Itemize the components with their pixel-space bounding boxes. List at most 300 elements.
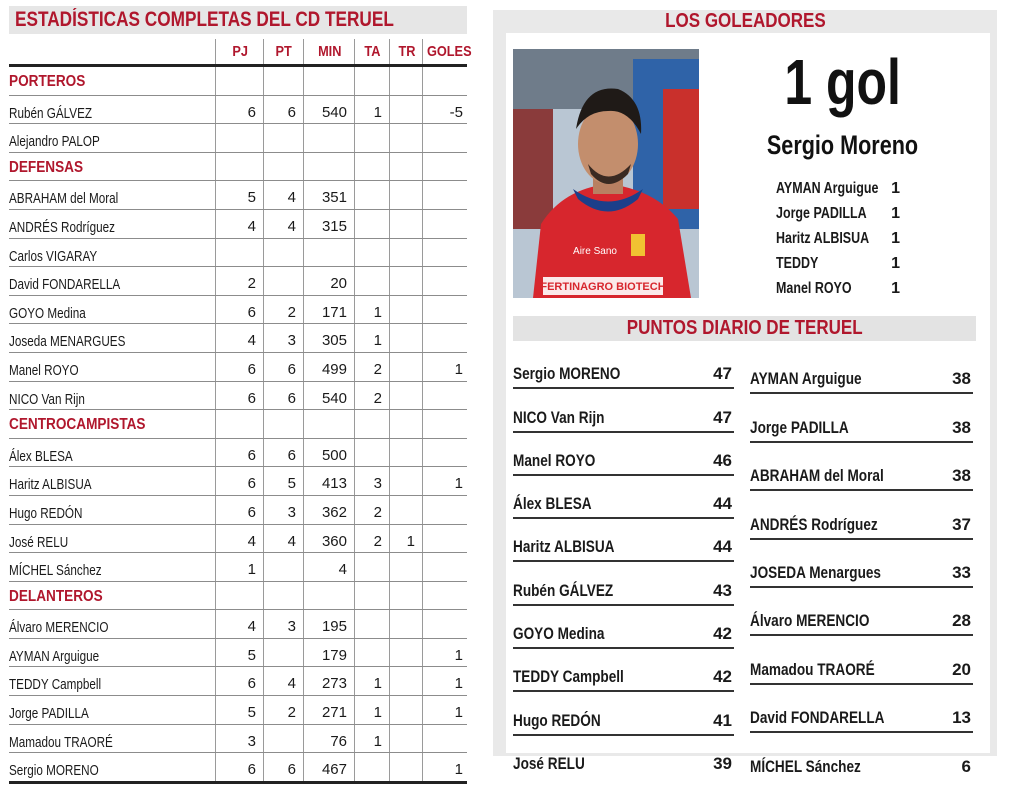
points-value: 37 xyxy=(952,514,971,534)
scorer-goals: 1 xyxy=(891,280,900,297)
cell-ta xyxy=(354,181,389,209)
photo-sponsor-text: FERTINAGRO BIOTECH xyxy=(540,281,666,293)
goleadores-title-text: LOS GOLEADORES xyxy=(664,10,826,32)
points-player-name-text: José RELU xyxy=(513,753,585,773)
stats-table xyxy=(9,6,472,784)
points-player-name-text: Sergio MORENO xyxy=(513,364,621,384)
cell-goles xyxy=(422,496,467,524)
table-row xyxy=(9,753,467,784)
player-name xyxy=(9,667,215,695)
player-name-text: Alejandro PALOP xyxy=(9,133,100,151)
cell-goles xyxy=(422,124,467,152)
points-value: 38 xyxy=(952,466,971,486)
cell-pj: 4 xyxy=(215,525,263,553)
cell-goles xyxy=(422,382,467,410)
cell-tr xyxy=(389,553,422,581)
points-player-name xyxy=(513,666,652,688)
cell-pj xyxy=(215,124,263,152)
points-row xyxy=(513,519,734,562)
scorer-item xyxy=(776,176,906,201)
scorer-name-text: Manel ROYO xyxy=(776,280,852,297)
cell-goles: 1 xyxy=(422,353,467,381)
cell-tr xyxy=(389,124,422,152)
points-value: 44 xyxy=(713,537,732,557)
player-name xyxy=(9,753,215,781)
cell-ta: 2 xyxy=(354,382,389,410)
scorer-name xyxy=(776,276,873,301)
points-player-name-text: Manel ROYO xyxy=(513,450,596,470)
points-player-name-text: Jorge PADILLA xyxy=(750,417,849,437)
stats-title-text: ESTADÍSTICAS COMPLETAS DEL CD TERUEL xyxy=(15,8,394,31)
cell-pj: 1 xyxy=(215,553,263,581)
section-label xyxy=(9,153,215,181)
cell-tr xyxy=(389,582,422,610)
section-label-text: DELANTEROS xyxy=(9,587,103,605)
cell-goles: 1 xyxy=(422,753,467,781)
points-row xyxy=(750,443,973,491)
points-row xyxy=(513,649,734,692)
cell-tr xyxy=(389,67,422,95)
cell-pj: 6 xyxy=(215,439,263,467)
points-player-name-text: Álvaro MERENCIO xyxy=(750,611,870,631)
cell-tr xyxy=(389,753,422,781)
player-name xyxy=(9,496,215,524)
player-name xyxy=(9,210,215,238)
cell-ta: 2 xyxy=(354,353,389,381)
scorer-goals: 1 xyxy=(891,180,900,197)
points-row xyxy=(513,389,734,432)
column-header-text: TR xyxy=(398,43,415,60)
cell-goles xyxy=(422,439,467,467)
cell-pt: 4 xyxy=(263,667,303,695)
points-player-name-text: Mamadou TRAORÉ xyxy=(750,659,875,679)
stats-body xyxy=(9,67,467,784)
cell-ta: 1 xyxy=(354,96,389,124)
cell-pt: 5 xyxy=(263,467,303,495)
cell-goles xyxy=(422,267,467,295)
cell-min xyxy=(303,67,354,95)
column-header-text: GOLES xyxy=(426,43,472,60)
scorer-item xyxy=(776,226,906,251)
cell-pt xyxy=(263,410,303,438)
player-name xyxy=(9,239,215,267)
table-row xyxy=(9,496,467,525)
player-name-text: MÍCHEL Sánchez xyxy=(9,562,102,580)
player-name-text: Álex BLESA xyxy=(9,447,73,465)
cell-tr xyxy=(389,210,422,238)
points-row xyxy=(513,562,734,605)
column-header-text: PJ xyxy=(232,43,248,60)
points-player-name xyxy=(750,417,873,439)
points-player-name xyxy=(750,562,914,584)
cell-min: 351 xyxy=(303,181,354,209)
cell-tr xyxy=(389,267,422,295)
cell-pj xyxy=(215,582,263,610)
points-row xyxy=(750,346,973,394)
cell-pt: 4 xyxy=(263,210,303,238)
cell-pj xyxy=(215,67,263,95)
cell-min: 273 xyxy=(303,667,354,695)
cell-ta xyxy=(354,239,389,267)
points-player-name-text: Álex BLESA xyxy=(513,494,592,514)
cell-min: 499 xyxy=(303,353,354,381)
cell-goles: 1 xyxy=(422,667,467,695)
cell-pt xyxy=(263,267,303,295)
cell-pj: 2 xyxy=(215,267,263,295)
cell-tr xyxy=(389,467,422,495)
player-name xyxy=(9,610,215,638)
cell-pj: 4 xyxy=(215,210,263,238)
cell-tr xyxy=(389,667,422,695)
scorer-item xyxy=(776,251,906,276)
cell-tr xyxy=(389,239,422,267)
cell-min xyxy=(303,153,354,181)
cell-ta: 1 xyxy=(354,296,389,324)
cell-ta xyxy=(354,553,389,581)
cell-pj: 6 xyxy=(215,382,263,410)
points-row xyxy=(750,394,973,442)
player-name-text: José RELU xyxy=(9,533,69,551)
cell-goles xyxy=(422,67,467,95)
column-header-ta xyxy=(354,39,390,64)
section-label-text: PORTEROS xyxy=(9,73,86,90)
cell-pt: 2 xyxy=(263,296,303,324)
cell-pt: 6 xyxy=(263,753,303,781)
cell-min: 413 xyxy=(303,467,354,495)
table-row xyxy=(9,124,467,153)
cell-pj xyxy=(215,410,263,438)
points-player-name xyxy=(513,407,627,429)
points-value: 42 xyxy=(713,667,732,687)
cell-goles xyxy=(422,210,467,238)
cell-ta: 1 xyxy=(354,667,389,695)
table-row xyxy=(9,439,467,468)
points-player-name xyxy=(513,623,627,645)
points-player-name xyxy=(513,580,638,602)
cell-pj: 4 xyxy=(215,610,263,638)
column-header-min xyxy=(303,39,355,64)
section-row xyxy=(9,153,467,182)
scorer-goals: 1 xyxy=(891,230,900,247)
player-name-text: Manel ROYO xyxy=(9,361,79,379)
cell-pt: 6 xyxy=(263,439,303,467)
cell-goles xyxy=(422,324,467,352)
player-name xyxy=(9,439,215,467)
cell-pj: 6 xyxy=(215,296,263,324)
column-header-text: PT xyxy=(275,43,293,60)
points-player-name xyxy=(750,610,899,632)
top-scorer-goals xyxy=(720,45,966,119)
table-row xyxy=(9,181,467,210)
points-player-name xyxy=(513,710,623,732)
cell-goles xyxy=(422,296,467,324)
cell-goles xyxy=(422,725,467,753)
cell-min xyxy=(303,124,354,152)
points-value: 47 xyxy=(713,407,732,427)
cell-pt xyxy=(263,725,303,753)
cell-min: 305 xyxy=(303,324,354,352)
scorer-name-text: Jorge PADILLA xyxy=(776,205,867,222)
points-player-name xyxy=(513,450,616,472)
points-row xyxy=(513,476,734,519)
points-value: 46 xyxy=(713,450,732,470)
player-name xyxy=(9,96,215,124)
cell-min: 500 xyxy=(303,439,354,467)
cell-goles xyxy=(422,239,467,267)
points-row xyxy=(750,588,973,636)
cell-min: 179 xyxy=(303,639,354,667)
cell-pj: 5 xyxy=(215,696,263,724)
points-value: 38 xyxy=(952,417,971,437)
player-name xyxy=(9,725,215,753)
cell-ta xyxy=(354,582,389,610)
points-player-name-text: GOYO Medina xyxy=(513,624,605,644)
goleadores-title xyxy=(493,10,997,32)
cell-min: 171 xyxy=(303,296,354,324)
points-player-name-text: Rubén GÁLVEZ xyxy=(513,580,614,600)
cell-pt: 4 xyxy=(263,525,303,553)
points-value: 47 xyxy=(713,364,732,384)
cell-pt: 4 xyxy=(263,181,303,209)
column-header-pt xyxy=(263,39,304,64)
cell-min xyxy=(303,239,354,267)
player-name xyxy=(9,525,215,553)
cell-min: 76 xyxy=(303,725,354,753)
points-player-name-text: ABRAHAM del Moral xyxy=(750,466,884,486)
cell-ta xyxy=(354,153,389,181)
player-name-text: David FONDARELLA xyxy=(9,276,121,294)
cell-ta: 1 xyxy=(354,324,389,352)
cell-pt xyxy=(263,639,303,667)
points-value: 42 xyxy=(713,624,732,644)
points-player-name xyxy=(750,707,918,729)
cell-min: 540 xyxy=(303,382,354,410)
cell-ta xyxy=(354,124,389,152)
cell-pj: 6 xyxy=(215,467,263,495)
points-player-name-text: MÍCHEL Sánchez xyxy=(750,756,861,776)
scorer-goals: 1 xyxy=(891,205,900,222)
section-label xyxy=(9,410,215,438)
cell-ta xyxy=(354,267,389,295)
points-player-name xyxy=(750,756,889,778)
player-name-text: Sergio MORENO xyxy=(9,762,99,780)
cell-tr xyxy=(389,725,422,753)
points-player-name-text: David FONDARELLA xyxy=(750,708,885,728)
scorer-name-text: TEDDY xyxy=(776,255,819,272)
section-row xyxy=(9,582,467,611)
player-name xyxy=(9,124,215,152)
cell-pj: 6 xyxy=(215,96,263,124)
player-name-text: Álvaro MERENCIO xyxy=(9,619,109,637)
cell-tr xyxy=(389,610,422,638)
cell-tr xyxy=(389,439,422,467)
column-header-tr xyxy=(389,39,423,64)
points-value: 28 xyxy=(952,611,971,631)
scorer-item xyxy=(776,201,906,226)
cell-tr: 1 xyxy=(389,525,422,553)
cell-goles: -5 xyxy=(422,96,467,124)
cell-goles xyxy=(422,610,467,638)
points-player-name-text: Hugo REDÓN xyxy=(513,710,601,730)
table-row xyxy=(9,667,467,696)
stats-header-row xyxy=(9,39,472,67)
cell-tr xyxy=(389,696,422,724)
points-value: 13 xyxy=(952,708,971,728)
cell-ta: 1 xyxy=(354,725,389,753)
points-value: 39 xyxy=(713,753,732,773)
cell-ta xyxy=(354,639,389,667)
points-row xyxy=(513,692,734,735)
player-name xyxy=(9,353,215,381)
table-row xyxy=(9,296,467,325)
table-row xyxy=(9,467,467,496)
cell-pt: 3 xyxy=(263,324,303,352)
player-name-text: Hugo REDÓN xyxy=(9,504,83,522)
cell-pt xyxy=(263,124,303,152)
player-name xyxy=(9,267,215,295)
points-player-name-text: TEDDY Campbell xyxy=(513,667,624,687)
player-name-text: Rubén GÁLVEZ xyxy=(9,104,93,122)
cell-pj: 6 xyxy=(215,667,263,695)
cell-goles xyxy=(422,153,467,181)
cell-pt: 6 xyxy=(263,96,303,124)
player-name-text: ANDRÉS Rodríguez xyxy=(9,218,115,236)
other-scorers-list xyxy=(776,176,906,301)
points-player-name xyxy=(750,659,906,681)
points-value: 20 xyxy=(952,659,971,679)
points-player-name-text: JOSEDA Menargues xyxy=(750,562,881,582)
player-name xyxy=(9,696,215,724)
player-name xyxy=(9,467,215,495)
column-header-text: MIN xyxy=(317,43,342,60)
player-name-text: Haritz ALBISUA xyxy=(9,476,92,494)
points-value: 33 xyxy=(952,562,971,582)
cell-pj xyxy=(215,239,263,267)
cell-pt xyxy=(263,239,303,267)
cell-pj: 5 xyxy=(215,639,263,667)
cell-pt xyxy=(263,67,303,95)
cell-pj xyxy=(215,153,263,181)
cell-ta xyxy=(354,439,389,467)
cell-pj: 3 xyxy=(215,725,263,753)
cell-tr xyxy=(389,639,422,667)
points-player-name-text: ANDRÉS Rodríguez xyxy=(750,514,878,534)
section-row xyxy=(9,410,467,439)
points-value: 41 xyxy=(713,710,732,730)
cell-min: 20 xyxy=(303,267,354,295)
cell-min: 271 xyxy=(303,696,354,724)
player-name-text: Carlos VIGARAY xyxy=(9,247,98,265)
cell-pj: 6 xyxy=(215,496,263,524)
player-name xyxy=(9,181,215,209)
photo-jersey-text: Aire Sano xyxy=(573,246,617,257)
cell-pt: 6 xyxy=(263,382,303,410)
cell-tr xyxy=(389,496,422,524)
cell-ta xyxy=(354,753,389,781)
points-column-left xyxy=(513,346,734,777)
table-row xyxy=(9,210,467,239)
top-scorer-name xyxy=(720,128,966,162)
points-column-right xyxy=(750,346,973,780)
cell-ta: 2 xyxy=(354,525,389,553)
points-player-name xyxy=(513,493,611,515)
player-name-text: Jorge PADILLA xyxy=(9,705,89,723)
points-player-name xyxy=(750,368,889,390)
cell-goles xyxy=(422,553,467,581)
points-player-name-text: AYMAN Arguigue xyxy=(750,369,862,389)
cell-tr xyxy=(389,353,422,381)
cell-min: 540 xyxy=(303,96,354,124)
cell-pj: 4 xyxy=(215,324,263,352)
scorer-goals: 1 xyxy=(891,255,900,272)
points-row xyxy=(750,733,973,779)
points-player-name xyxy=(750,514,910,536)
points-player-name xyxy=(513,536,640,558)
cell-min: 315 xyxy=(303,210,354,238)
cell-pt: 6 xyxy=(263,353,303,381)
section-label-text: CENTROCAMPISTAS xyxy=(9,416,146,434)
cell-tr xyxy=(389,181,422,209)
scorer-name xyxy=(776,176,907,201)
points-player-name-text: Haritz ALBISUA xyxy=(513,537,615,557)
top-scorer-goals-text: 1 gol xyxy=(784,46,902,118)
cell-tr xyxy=(389,324,422,352)
points-title xyxy=(513,316,976,341)
cell-goles xyxy=(422,582,467,610)
player-photo xyxy=(513,49,699,298)
cell-tr xyxy=(389,296,422,324)
scorer-name xyxy=(776,201,892,226)
player-name xyxy=(9,553,215,581)
cell-goles xyxy=(422,181,467,209)
points-value: 43 xyxy=(713,580,732,600)
points-player-name-text: NICO Van Rijn xyxy=(513,407,605,427)
cell-min: 467 xyxy=(303,753,354,781)
player-name xyxy=(9,324,215,352)
table-row xyxy=(9,239,467,268)
points-row xyxy=(513,346,734,389)
points-value: 38 xyxy=(952,369,971,389)
cell-ta: 2 xyxy=(354,496,389,524)
points-value: 44 xyxy=(713,494,732,514)
cell-min: 360 xyxy=(303,525,354,553)
cell-min: 362 xyxy=(303,496,354,524)
scorer-name xyxy=(776,226,895,251)
cell-pt: 3 xyxy=(263,496,303,524)
table-row xyxy=(9,553,467,582)
points-title-text: PUNTOS DIARIO DE TERUEL xyxy=(626,317,863,339)
table-row xyxy=(9,353,467,382)
points-player-name xyxy=(750,465,917,487)
section-row xyxy=(9,67,467,96)
table-row xyxy=(9,610,467,639)
player-name-text: TEDDY Campbell xyxy=(9,676,102,694)
section-label xyxy=(9,582,215,610)
player-name xyxy=(9,296,215,324)
cell-pj: 6 xyxy=(215,353,263,381)
cell-pt xyxy=(263,153,303,181)
player-name xyxy=(9,382,215,410)
stats-title xyxy=(9,6,467,34)
player-name-text: NICO Van Rijn xyxy=(9,390,85,408)
player-name-text: ABRAHAM del Moral xyxy=(9,190,119,208)
column-header-goles xyxy=(422,39,472,64)
scorer-name xyxy=(776,251,830,276)
cell-tr xyxy=(389,410,422,438)
table-row xyxy=(9,267,467,296)
player-name-text: Mamadou TRAORÉ xyxy=(9,733,113,751)
scorer-name-text: Haritz ALBISUA xyxy=(776,230,870,247)
